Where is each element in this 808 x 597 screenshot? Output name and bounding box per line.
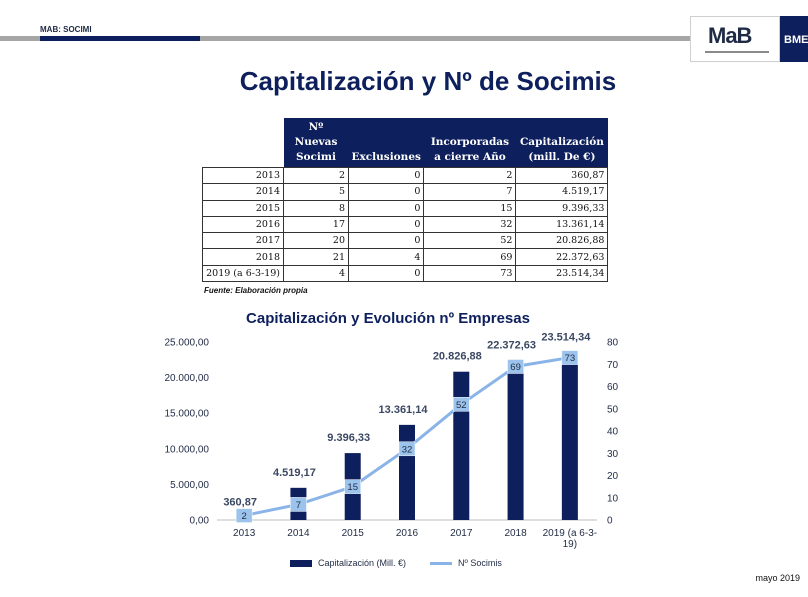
y-right-tick-label: 10 [607,493,619,505]
table-cell: 13.361,14 [516,216,608,232]
y-right-tick-label: 50 [607,404,619,416]
table-cell: 22.372,63 [516,249,608,265]
bar-data-label: 20.826,88 [432,350,482,363]
bar-data-label: 13.361,14 [378,403,428,416]
legend-item-socimis: Nº Socimis [458,558,502,568]
y-left-tick-label: 0,00 [189,515,209,527]
table-header-cell: Incorporadas a cierre Año [424,118,516,168]
y-right-tick-label: 20 [607,471,619,482]
x-tick-label: 2018 [504,528,527,539]
y-left-tick-label: 5.000,00 [170,479,209,491]
table-cell: 8 [284,200,349,216]
table-cell: 2018 [203,249,284,265]
y-left-tick-label: 10.000,00 [164,444,209,456]
legend-bar-swatch [290,560,312,567]
x-tick-label: 2016 [395,528,419,539]
chart-legend [290,558,502,568]
table-header-cell: Capitalización (mill. De €) [516,118,608,168]
y-right-tick-label: 60 [607,382,619,393]
page-title: Capitalización y Nº de Socimis [239,66,617,96]
table-cell: 0 [349,216,424,232]
table-header-cell: Exclusiones [349,118,424,168]
y-right-tick-label: 80 [607,337,619,349]
table-cell: 2014 [203,184,284,200]
x-tick-label: 2013 [233,528,256,539]
legend-item-capitalizacion: Capitalización (Mill. €) [318,558,407,568]
line-point-label: 15 [347,482,359,494]
x-tick-label: 2014 [287,528,310,539]
y-right-tick-label: 70 [607,359,619,371]
x-tick-label: 2015 [341,528,364,539]
line-point-label: 52 [455,399,467,411]
table-cell: 2015 [203,200,284,216]
y-left-tick-label: 15.000,00 [164,408,209,420]
table-cell: 5 [284,184,349,200]
line-point-label: 7 [295,499,302,511]
table-cell: 20.826,88 [516,233,608,249]
table-source: Fuente: Elaboración propia [204,286,308,295]
y-right-tick-label: 30 [607,448,619,460]
table-cell: 2019 (a 6-3-19) [203,265,284,281]
line-point-label: 32 [401,444,413,456]
table-cell: 0 [349,200,424,216]
y-right-tick-label: 0 [607,515,613,527]
table-header-cell: Nº Nuevas Socimi [284,118,349,168]
bar-data-label: 22.372,63 [487,339,537,352]
table-cell: 2013 [203,168,284,184]
table-cell: 52 [424,233,516,249]
table-cell: 2 [424,168,516,184]
legend-line-swatch [430,562,452,565]
y-left-tick-label: 25.000,00 [164,337,209,349]
table-cell: 360,87 [516,168,608,184]
table-cell: 7 [424,184,516,200]
y-left-tick-label: 20.000,00 [164,373,209,385]
bar-data-label: 23.514,34 [541,331,591,344]
table-cell: 17 [284,216,349,232]
bar-capitalizacion [508,361,524,520]
x-tick-label: 2019 (a 6-3- [542,528,598,539]
chart-title: Capitalización y Evolución nº Empresas [246,310,530,327]
line-point-label: 2 [241,511,247,523]
y-right-tick-label: 40 [607,426,619,438]
table-cell: 2016 [203,216,284,232]
table-cell: 15 [424,200,516,216]
table-cell: 21 [284,249,349,265]
table-cell: 23.514,34 [516,265,608,281]
table-cell: 2017 [203,233,284,249]
bar-capitalizacion [453,372,469,520]
bme-logo: BME [780,16,808,62]
section-label: MAB: SOCIMI [40,25,92,34]
bar-capitalizacion [399,425,415,520]
x-tick-label: 2017 [450,528,473,539]
table-cell: 73 [424,265,516,281]
bar-data-label: 9.396,33 [327,432,371,445]
bar-data-label: 4.519,17 [273,466,316,479]
table-cell: 4 [284,265,349,281]
table-cell: 4.519,17 [516,184,608,200]
line-point-label: 73 [564,353,576,365]
table-cell: 20 [284,233,349,249]
table-cell: 32 [424,216,516,232]
footer-date: mayo 2019 [755,573,800,583]
table-cell: 0 [349,233,424,249]
table-cell: 0 [349,265,424,281]
mab-logo-text: MaB [708,23,752,48]
x-tick-label-cont: 19) [562,539,578,550]
line-point-label: 69 [510,361,521,373]
table-cell: 4 [349,249,424,265]
table-cell: 0 [349,184,424,200]
table-cell: 2 [284,168,349,184]
bar-capitalizacion [562,353,578,520]
bar-data-label: 360,87 [223,496,257,509]
table-cell: 9.396,33 [516,200,608,216]
table-cell: 69 [424,249,516,265]
table-cell: 0 [349,168,424,184]
